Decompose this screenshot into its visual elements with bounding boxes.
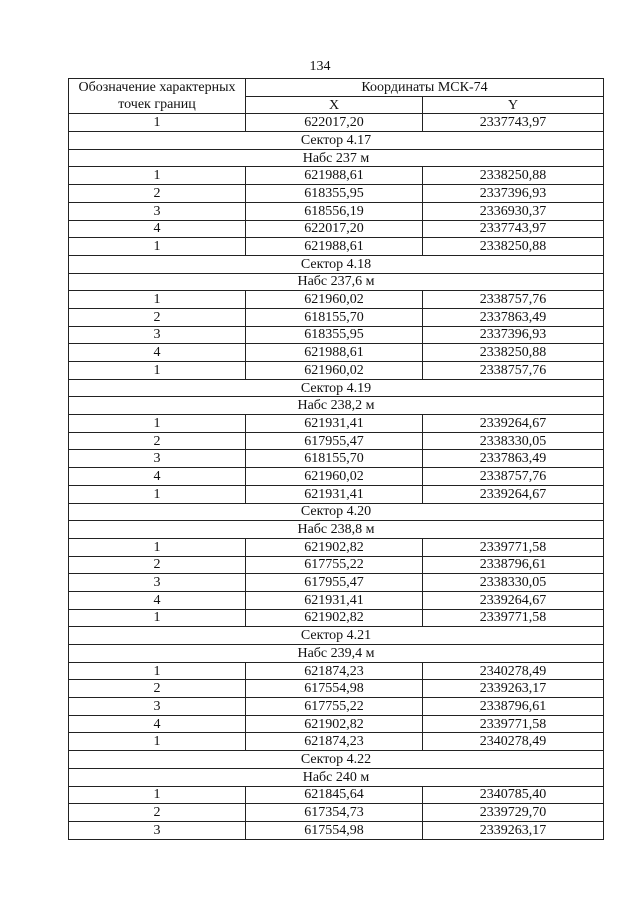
y-coordinate-cell: 2338796,61 (423, 698, 604, 716)
table-row (69, 680, 604, 698)
x-coordinate-cell: 621874,23 (246, 733, 423, 751)
table-row (69, 415, 604, 433)
y-coordinate-cell: 2337863,49 (423, 308, 604, 326)
y-coordinate-cell: 2340785,40 (423, 786, 604, 804)
point-number-cell: 4 (69, 715, 246, 733)
table-body (69, 114, 604, 839)
section-row (69, 379, 604, 397)
x-coordinate-cell: 621902,82 (246, 538, 423, 556)
y-coordinate-cell: 2340278,49 (423, 662, 604, 680)
point-number-cell: 1 (69, 238, 246, 256)
section-row (69, 273, 604, 291)
table-row (69, 609, 604, 627)
x-coordinate-cell: 618355,95 (246, 185, 423, 203)
y-coordinate-cell: 2338757,76 (423, 291, 604, 309)
section-label: Сектор 4.21 (69, 627, 604, 645)
y-coordinate-cell: 2338330,05 (423, 574, 604, 592)
y-coordinate-cell: 2337863,49 (423, 450, 604, 468)
table-row (69, 821, 604, 839)
table-row (69, 326, 604, 344)
y-coordinate-cell: 2339771,58 (423, 715, 604, 733)
y-coordinate-cell: 2338796,61 (423, 556, 604, 574)
y-column-header: Y (423, 96, 604, 114)
x-coordinate-cell: 621960,02 (246, 362, 423, 380)
point-number-cell: 3 (69, 574, 246, 592)
section-label: Набс 239,4 м (69, 645, 604, 663)
table-row (69, 362, 604, 380)
point-number-cell: 4 (69, 344, 246, 362)
table-row (69, 485, 604, 503)
coordinate-system-header: Координаты МСК-74 (246, 79, 604, 97)
table-row (69, 450, 604, 468)
x-coordinate-cell: 618155,70 (246, 308, 423, 326)
x-coordinate-cell: 617755,22 (246, 698, 423, 716)
section-label: Набс 238,2 м (69, 397, 604, 415)
y-coordinate-cell: 2339263,17 (423, 821, 604, 839)
table-row (69, 202, 604, 220)
point-designation-header: Обозначение характерных точек границ (69, 79, 246, 114)
table-row (69, 804, 604, 822)
page-number: 134 (309, 59, 331, 74)
table-row (69, 591, 604, 609)
x-coordinate-cell: 617554,98 (246, 821, 423, 839)
y-coordinate-cell: 2336930,37 (423, 202, 604, 220)
section-label: Набс 240 м (69, 768, 604, 786)
x-coordinate-cell: 621845,64 (246, 786, 423, 804)
section-row (69, 503, 604, 521)
point-number-cell: 3 (69, 326, 246, 344)
y-coordinate-cell: 2339264,67 (423, 415, 604, 433)
point-number-cell: 2 (69, 308, 246, 326)
point-number-cell: 1 (69, 114, 246, 132)
x-coordinate-cell: 617554,98 (246, 680, 423, 698)
x-coordinate-cell: 621988,61 (246, 238, 423, 256)
y-coordinate-cell: 2339771,58 (423, 538, 604, 556)
x-coordinate-cell: 621931,41 (246, 485, 423, 503)
y-coordinate-cell: 2337396,93 (423, 326, 604, 344)
table-row (69, 538, 604, 556)
x-coordinate-cell: 618556,19 (246, 202, 423, 220)
y-coordinate-cell: 2339264,67 (423, 591, 604, 609)
x-coordinate-cell: 621931,41 (246, 591, 423, 609)
point-number-cell: 1 (69, 291, 246, 309)
x-coordinate-cell: 617955,47 (246, 432, 423, 450)
section-label: Сектор 4.22 (69, 751, 604, 769)
section-label: Сектор 4.20 (69, 503, 604, 521)
table-row (69, 432, 604, 450)
y-coordinate-cell: 2339263,17 (423, 680, 604, 698)
section-label: Сектор 4.17 (69, 132, 604, 150)
section-row (69, 645, 604, 663)
point-number-cell: 3 (69, 698, 246, 716)
table-row (69, 185, 604, 203)
point-number-cell: 4 (69, 220, 246, 238)
table-row (69, 220, 604, 238)
y-coordinate-cell: 2338330,05 (423, 432, 604, 450)
y-coordinate-cell: 2338250,88 (423, 167, 604, 185)
y-coordinate-cell: 2338757,76 (423, 468, 604, 486)
table-row (69, 733, 604, 751)
y-coordinate-cell: 2339264,67 (423, 485, 604, 503)
point-number-cell: 4 (69, 591, 246, 609)
table-row (69, 698, 604, 716)
section-row (69, 751, 604, 769)
table-row (69, 574, 604, 592)
point-number-cell: 2 (69, 432, 246, 450)
x-coordinate-cell: 621960,02 (246, 468, 423, 486)
x-coordinate-cell: 618355,95 (246, 326, 423, 344)
section-row (69, 521, 604, 539)
y-coordinate-cell: 2337396,93 (423, 185, 604, 203)
x-coordinate-cell: 622017,20 (246, 220, 423, 238)
y-coordinate-cell: 2339729,70 (423, 804, 604, 822)
y-coordinate-cell: 2338250,88 (423, 238, 604, 256)
table-row (69, 786, 604, 804)
section-label: Набс 237,6 м (69, 273, 604, 291)
table-row (69, 167, 604, 185)
x-coordinate-cell: 621902,82 (246, 609, 423, 627)
section-row (69, 149, 604, 167)
point-number-cell: 2 (69, 556, 246, 574)
table-row (69, 468, 604, 486)
x-coordinate-cell: 617354,73 (246, 804, 423, 822)
section-label: Сектор 4.19 (69, 379, 604, 397)
x-coordinate-cell: 621988,61 (246, 344, 423, 362)
section-label: Набс 238,8 м (69, 521, 604, 539)
y-coordinate-cell: 2337743,97 (423, 114, 604, 132)
point-number-cell: 1 (69, 538, 246, 556)
table-row (69, 238, 604, 256)
point-number-cell: 1 (69, 733, 246, 751)
table-row (69, 308, 604, 326)
x-coordinate-cell: 621902,82 (246, 715, 423, 733)
x-coordinate-cell: 618155,70 (246, 450, 423, 468)
point-number-cell: 1 (69, 662, 246, 680)
y-coordinate-cell: 2337743,97 (423, 220, 604, 238)
x-coordinate-cell: 617955,47 (246, 574, 423, 592)
point-number-cell: 3 (69, 450, 246, 468)
y-coordinate-cell: 2340278,49 (423, 733, 604, 751)
section-label: Сектор 4.18 (69, 255, 604, 273)
x-coordinate-cell: 617755,22 (246, 556, 423, 574)
table-row (69, 715, 604, 733)
section-label: Набс 237 м (69, 149, 604, 167)
section-row (69, 627, 604, 645)
table-row (69, 662, 604, 680)
section-row (69, 768, 604, 786)
point-number-cell: 3 (69, 821, 246, 839)
table-row (69, 291, 604, 309)
y-coordinate-cell: 2339771,58 (423, 609, 604, 627)
table-row (69, 114, 604, 132)
point-number-cell: 2 (69, 804, 246, 822)
point-number-cell: 1 (69, 609, 246, 627)
x-coordinate-cell: 621874,23 (246, 662, 423, 680)
point-number-cell: 1 (69, 362, 246, 380)
point-number-cell: 1 (69, 786, 246, 804)
y-coordinate-cell: 2338250,88 (423, 344, 604, 362)
point-number-cell: 3 (69, 202, 246, 220)
table-row (69, 344, 604, 362)
table-header-row (69, 79, 604, 97)
table-row (69, 556, 604, 574)
x-column-header: X (246, 96, 423, 114)
x-coordinate-cell: 621931,41 (246, 415, 423, 433)
point-number-cell: 1 (69, 167, 246, 185)
point-number-cell: 2 (69, 185, 246, 203)
coordinates-table (68, 78, 604, 840)
x-coordinate-cell: 622017,20 (246, 114, 423, 132)
point-number-cell: 1 (69, 415, 246, 433)
x-coordinate-cell: 621988,61 (246, 167, 423, 185)
x-coordinate-cell: 621960,02 (246, 291, 423, 309)
section-row (69, 255, 604, 273)
section-row (69, 397, 604, 415)
point-number-cell: 1 (69, 485, 246, 503)
section-row (69, 132, 604, 150)
y-coordinate-cell: 2338757,76 (423, 362, 604, 380)
point-number-cell: 2 (69, 680, 246, 698)
point-number-cell: 4 (69, 468, 246, 486)
